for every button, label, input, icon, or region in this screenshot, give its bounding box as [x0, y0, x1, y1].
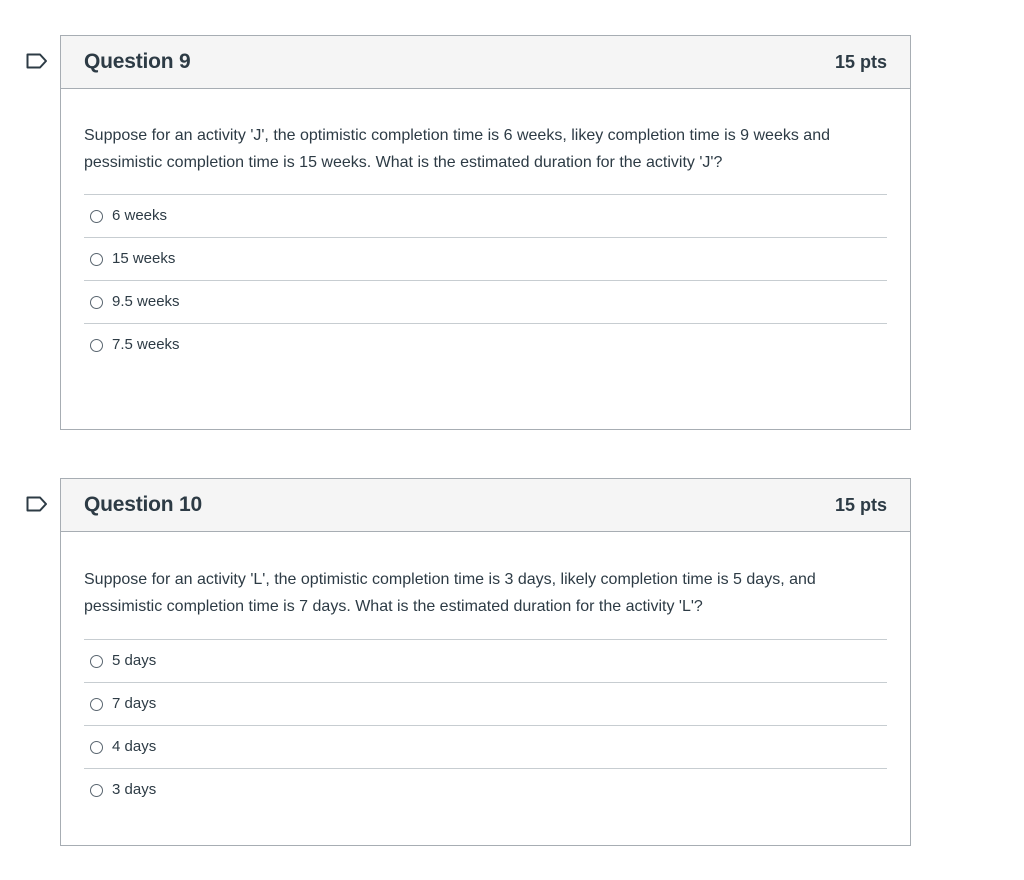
answer-option[interactable]: [84, 238, 887, 281]
answer-label: 15 weeks: [112, 250, 176, 267]
flag-question-icon[interactable]: [26, 496, 48, 512]
answer-list: [84, 194, 887, 366]
question-title: Question 10: [84, 493, 202, 516]
radio-unselected-icon[interactable]: [90, 784, 103, 797]
flag-question-icon[interactable]: [26, 53, 48, 69]
radio-unselected-icon[interactable]: [90, 253, 103, 266]
question-card: [60, 478, 911, 846]
answer-option[interactable]: [84, 195, 887, 238]
answer-label: 4 days: [112, 738, 157, 755]
radio-unselected-icon[interactable]: [90, 655, 103, 668]
answer-label: 3 days: [112, 781, 157, 798]
answer-option[interactable]: [84, 683, 887, 726]
question-body: [61, 532, 910, 829]
radio-unselected-icon[interactable]: [90, 296, 103, 309]
answer-option[interactable]: [84, 324, 887, 366]
question-points: 15 pts: [834, 495, 887, 515]
answer-list: [84, 639, 887, 811]
answer-label: 7.5 weeks: [112, 336, 180, 353]
question-card: [60, 35, 911, 430]
answer-label: 5 days: [112, 652, 157, 669]
answer-label: 7 days: [112, 695, 157, 712]
answer-label: 9.5 weeks: [112, 293, 180, 310]
answer-option[interactable]: [84, 640, 887, 683]
answer-option[interactable]: [84, 281, 887, 324]
radio-unselected-icon[interactable]: [90, 339, 103, 352]
question-body: [61, 89, 910, 384]
answer-label: 6 weeks: [112, 207, 168, 224]
radio-unselected-icon[interactable]: [90, 210, 103, 223]
radio-unselected-icon[interactable]: [90, 698, 103, 711]
question-text: Suppose for an activity 'J', the optimistic completion time is 6 weeks, likey completion time is 9 weeks and pessimistic completion time is 15 weeks. What is the estimated duration for the activity 'J'?: [84, 127, 830, 171]
question-title: Question 9: [84, 50, 191, 73]
question-points: 15 pts: [834, 52, 887, 72]
answer-option[interactable]: [84, 769, 887, 811]
question-text: Suppose for an activity 'L', the optimistic completion time is 3 days, likely completion time is 5 days, and pessimistic completion time is 7 days. What is the estimated duration for the activity 'L'?: [84, 571, 816, 615]
answer-option[interactable]: [84, 726, 887, 769]
question-header: [61, 479, 910, 532]
question-header: [61, 36, 910, 89]
radio-unselected-icon[interactable]: [90, 741, 103, 754]
